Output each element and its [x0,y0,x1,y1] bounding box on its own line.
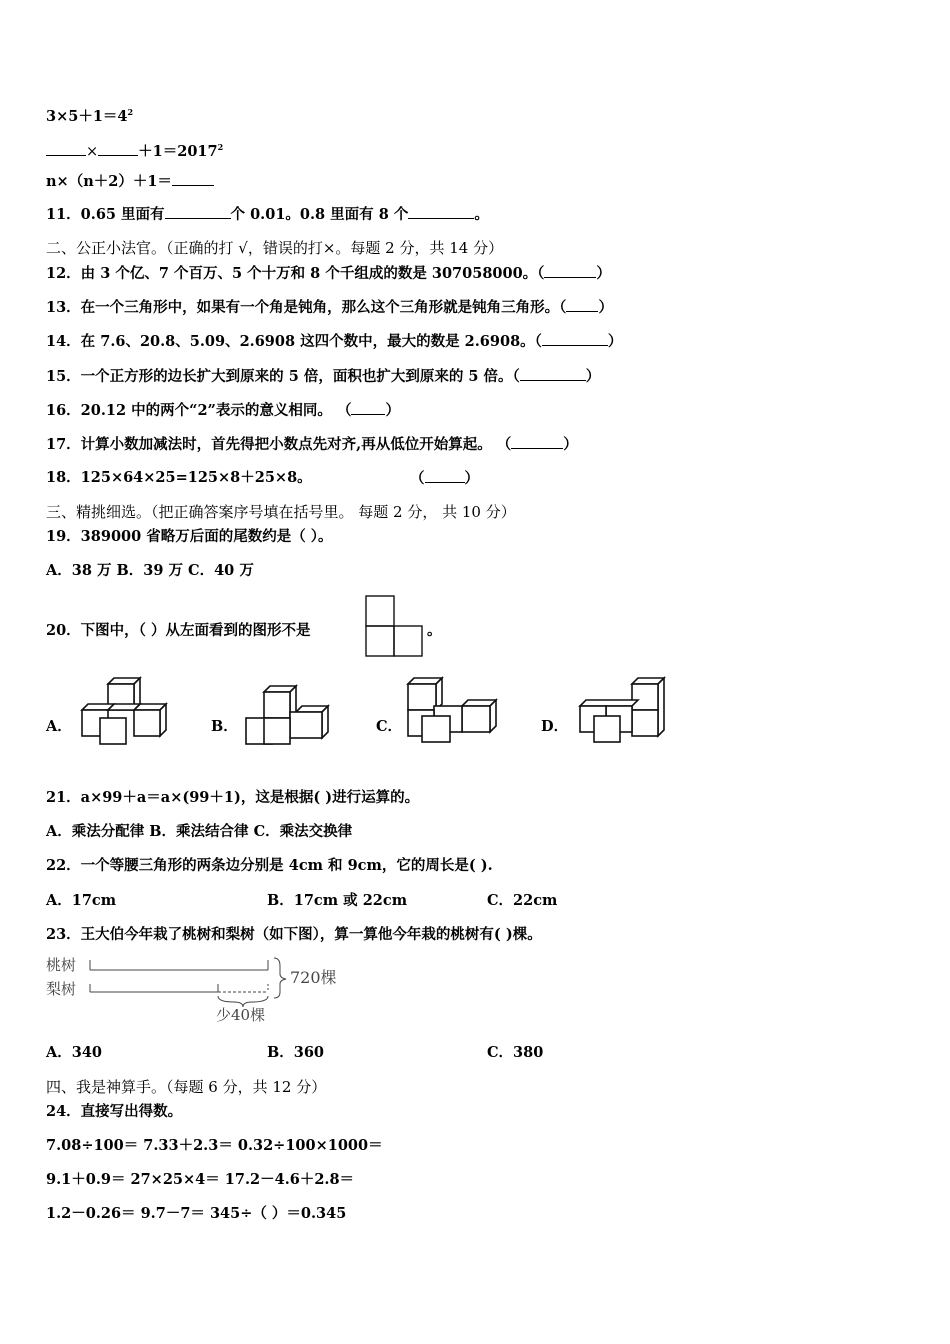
question-20: 20．下图中，（ ）从左面看到的图形不是 [46,622,311,639]
less-label: 少40棵 [216,1006,266,1024]
question-23-option-b: B．360 [267,1044,325,1061]
question-11: 11．0.65 里面有 个 0.01。0.8 里面有 8 个 。 [46,206,489,223]
question-12: 12．由 3 个亿、7 个百万、5 个十万和 8 个千组成的数是 307058000。（ ） [46,265,611,282]
cube-figure-d[interactable] [576,676,672,750]
equation-pattern: × $+1=2017^2$ [46,137,223,162]
question-15: 15．一个正方形的边长扩大到原来的 5 倍，面积也扩大到原来的 5 倍。（ ） [46,368,601,385]
total-label: 720棵 [290,968,337,987]
question-20-end: 。 [427,622,442,639]
question-21-options: A．乘法分配律 B．乘法结合律 C．乘法交换律 [46,823,353,840]
calc-row-3: 1.2－0.26＝ 9.7－7＝ 345÷（ ）＝0.345 [46,1205,347,1222]
option-c-label: C． [376,718,403,735]
answer-blank[interactable] [520,366,586,381]
question-22: 22．一个等腰三角形的两条边分别是 4cm 和 9cm，它的周长是( ). [46,857,493,874]
answer-blank[interactable] [425,468,465,483]
answer-blank[interactable] [511,434,563,449]
blank[interactable] [408,204,474,219]
blank[interactable] [165,204,231,219]
question-22-option-b: B．17cm 或 22cm [267,892,408,909]
answer-blank[interactable] [544,263,596,278]
option-d-label: D． [541,718,569,735]
section-2-heading: 二、公正小法官。（正确的打 √，错误的打×。每题 2 分，共 14 分） [46,239,504,257]
question-17: 17．计算小数加减法时，首先得把小数点先对齐,再从低位开始算起。 （ ） [46,436,578,453]
question-14: 14．在 7.6、20.8、5.09、2.6908 这四个数中，最大的数是 2.6908。（ ） [46,333,623,350]
question-19-options: A．38 万 B．39 万 C．40 万 [46,562,254,579]
blank[interactable] [98,141,138,156]
question-23-option-a: A．340 [46,1044,103,1061]
question-21: 21．a×99＋a＝a×(99＋1)，这是根据( )进行运算的。 [46,789,420,806]
question-18-answer: （ ） [410,470,479,487]
question-22-option-a: A．17cm [46,892,117,909]
answer-blank[interactable] [351,400,385,415]
peach-label: 桃树 [46,956,77,974]
cube-figure-a[interactable] [80,676,172,750]
question-19: 19．389000 省略万后面的尾数约是（ ）。 [46,528,333,545]
question-13: 13．在一个三角形中，如果有一个角是钝角，那么这个三角形就是钝角三角形。（ ） [46,299,613,316]
section-3-heading: 三、精挑细选。（把正确答案序号填在括号里。 每题 2 分， 共 10 分） [46,503,516,521]
tree-count-diagram [44,952,354,1024]
calc-row-1: 7.08÷100＝ 7.33＋2.3＝ 0.32÷100×1000＝ [46,1137,383,1154]
question-23: 23．王大伯今年栽了桃树和梨树（如下图），算一算他今年栽的桃树有( )棵。 [46,926,542,943]
section-4-heading: 四、我是神算手。（每题 6 分，共 12 分） [46,1078,327,1096]
option-a-label: A． [46,718,72,735]
question-24: 24．直接写出得数。 [46,1103,183,1120]
left-view-figure [364,594,426,658]
equation-example: $3\times 5+1=4^2$ [46,107,134,125]
question-22-option-c: C．22cm [487,892,558,909]
answer-blank[interactable] [542,331,608,346]
answer-blank[interactable] [566,297,598,312]
equation-general: n×（n＋2）＋1＝ [46,171,214,192]
blank[interactable] [172,171,214,186]
option-b-label: B． [211,718,238,735]
cube-figure-b[interactable] [244,684,336,750]
question-18: 18．125×64×25=125×8＋25×8。 [46,469,312,486]
question-16: 16．20.12 中的两个“2”表示的意义相同。 （ ） [46,402,400,419]
question-23-option-c: C．380 [487,1044,544,1061]
pear-label: 梨树 [46,980,77,998]
calc-row-2: 9.1＋0.9＝ 27×25×4＝ 17.2－4.6＋2.8＝ [46,1171,355,1188]
cube-figure-c[interactable] [404,676,500,750]
blank[interactable] [46,141,86,156]
